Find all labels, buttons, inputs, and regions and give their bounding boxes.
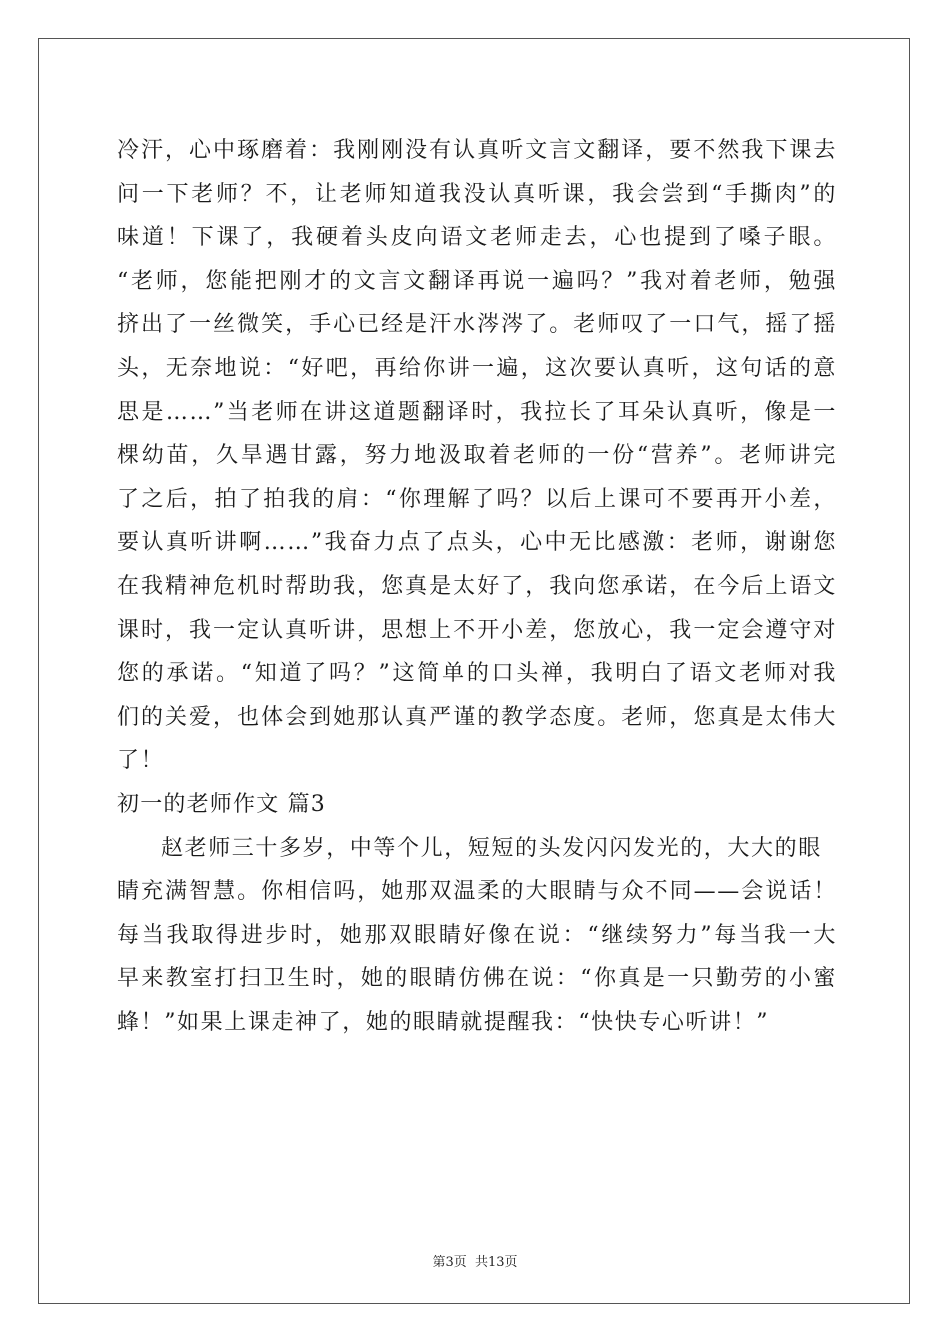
text-line: 课时，我一定认真听讲，思想上不开小差，您放心，我一定会遵守对 — [117, 617, 837, 643]
page-number: 第3页 — [432, 1255, 467, 1270]
text-line: 在我精神危机时帮助我，您真是太好了，我向您承诺，在今后上语文 — [117, 573, 837, 599]
text-line: 冷汗，心中琢磨着：我刚刚没有认真听文言文翻译，要不然我下课去 — [117, 138, 837, 163]
text-line: 棵幼苗，久旱遇甘露，努力地汲取着老师的一份“营养”。老师讲完 — [117, 443, 837, 469]
text-line: 了！ — [117, 748, 165, 774]
text-line: 每当我取得进步时，她那双眼睛好像在说：“继续努力”每当我一大 — [117, 922, 837, 948]
text-line: 们的关爱，也体会到她那认真严谨的教学态度。老师，您真是太伟大 — [117, 704, 837, 730]
text-line: 赵老师三十多岁，中等个儿，短短的头发闪闪发光的，大大的眼 — [161, 835, 822, 861]
text-line: 思是……”当老师在讲这道题翻译时，我拉长了耳朵认真听，像是一 — [117, 399, 837, 425]
text-line: 要认真听讲啊……”我奋力点了点头，心中无比感激：老师，谢谢您 — [117, 530, 837, 556]
text-line: 头，无奈地说：“好吧，再给你讲一遍，这次要认真听，这句话的意 — [117, 355, 837, 381]
document-body — [117, 129, 837, 1044]
total-pages: 共13页 — [474, 1255, 518, 1270]
text-line: 问一下老师？不，让老师知道我没认真听课，我会尝到“手撕肉”的 — [117, 181, 837, 207]
text-line: 睛充满智慧。你相信吗，她那双温柔的大眼睛与众不同——会说话！ — [117, 879, 837, 905]
text-line: 您的承诺。“知道了吗？”这简单的口头禅，我明白了语文老师对我 — [117, 661, 837, 687]
page-footer — [0, 1251, 950, 1270]
text-line: 早来教室打扫卫生时，她的眼睛仿佛在说：“你真是一只勤劳的小蜜 — [117, 966, 837, 992]
text-line: “老师，您能把刚才的文言文翻译再说一遍吗？”我对着老师，勉强 — [117, 268, 837, 294]
text-line: 了之后，拍了拍我的肩：“你理解了吗？以后上课可不要再开小差， — [117, 486, 837, 512]
text-line: 味道！下课了，我硬着头皮向语文老师走去，心也提到了嗓子眼。 — [117, 225, 837, 251]
section-heading: 初一的老师作文 篇3 — [117, 791, 326, 817]
text-line: 蜂！”如果上课走神了，她的眼睛就提醒我：“快快专心听讲！” — [117, 1009, 770, 1035]
text-line: 挤出了一丝微笑，手心已经是汗水涔涔了。老师叹了一口气，摇了摇 — [117, 312, 837, 338]
